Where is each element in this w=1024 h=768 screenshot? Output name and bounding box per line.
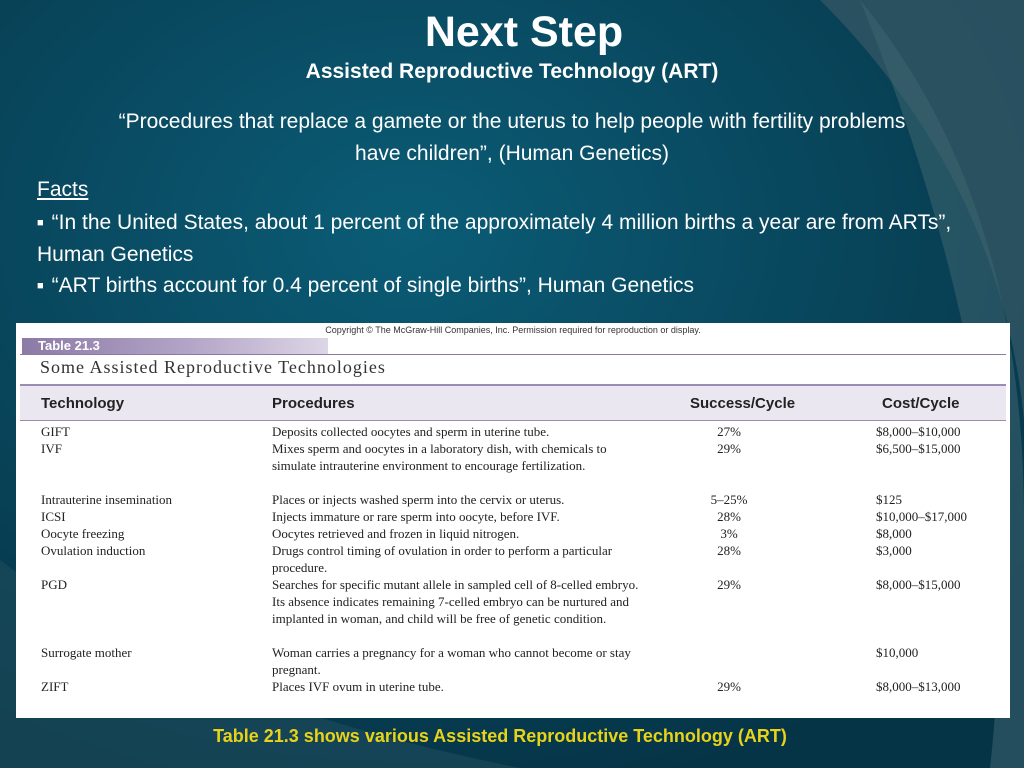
cost-cell: $8,000 [876,526,912,541]
table-row [16,423,1010,440]
procedure-cell: Drugs control timing of ovulation in order to perform a particular procedure. [272,543,613,575]
technology-cell: IVF [41,441,62,456]
cost-cell: $6,500–$15,000 [876,441,961,456]
header-technology: Technology [41,395,125,412]
procedure-cell: Mixes sperm and oocytes in a laboratory dish, with chemicals to simulate intrauterine environment to encourage fertilization. [272,441,607,473]
facts-heading: Facts [37,178,89,201]
technology-cell: Oocyte freezing [41,526,125,541]
technology-cell: PGD [41,577,68,592]
header-cost: Cost/Cycle [882,395,960,412]
success-cell: 5–25% [710,492,748,507]
technology-cell: Surrogate mother [41,645,132,660]
header-procedures: Procedures [272,395,355,412]
table-title: Some Assisted Reproductive Technologies [40,357,386,377]
procedure-cell: Places IVF ovum in uterine tube. [272,679,444,694]
square-bullet-icon: ■ [37,280,44,292]
cost-cell: $8,000–$10,000 [876,424,961,439]
technology-cell: ZIFT [41,679,69,694]
success-cell: 29% [717,577,741,592]
art-table-image [16,323,1010,718]
facts-list [37,207,987,302]
success-cell: 29% [717,441,741,456]
procedure-cell: Injects immature or rare sperm into oocyte, before IVF. [272,509,560,524]
cost-cell: $10,000 [876,645,919,660]
technology-cell: GIFT [41,424,70,439]
table-row [16,440,1010,491]
table-header [20,386,1006,420]
copyright-notice: Copyright © The McGraw-Hill Companies, Inc. Permission required for reproduction or display. [325,325,701,335]
cost-cell: $125 [876,492,902,507]
table-row [16,525,1010,542]
divider [20,420,1006,421]
cost-cell: $3,000 [876,543,912,558]
table-row [16,508,1010,525]
fact-item [37,270,987,302]
table-row [16,576,1010,644]
square-bullet-icon: ■ [37,217,44,229]
header-success: Success/Cycle [690,395,796,412]
technology-cell: Intrauterine insemination [41,492,173,507]
fact-text: “ART births account for 0.4 percent of single births”, Human Genetics [51,274,695,297]
technology-cell: Ovulation induction [41,543,146,558]
fact-item [37,207,987,270]
definition-quote: “Procedures that replace a gamete or the uterus to help people with fertility problems have children”, (Human Genetics) [118,110,906,165]
procedure-cell: Deposits collected oocytes and sperm in uterine tube. [272,424,550,439]
table-caption: Table 21.3 shows various Assisted Reproductive Technology (ART) [213,726,787,746]
table-row [16,678,1010,695]
cost-cell: $8,000–$13,000 [876,679,961,694]
success-cell: 28% [717,509,741,524]
procedure-cell: Places or injects washed sperm into the cervix or uterus. [272,492,565,507]
table-row [16,491,1010,508]
cost-cell: $8,000–$15,000 [876,577,961,592]
table-row [16,644,1010,678]
fact-text: “In the United States, about 1 percent of the approximately 4 million births a year are from ARTs”, Human Genetics [37,211,952,266]
cost-cell: $10,000–$17,000 [876,509,967,524]
procedure-cell: Searches for specific mutant allele in sampled cell of 8-celled embryo. Its absence indicates remaining 7-celled embryo can be nurtured and implanted in woman, and child will be free of genetic condition. [272,577,639,626]
success-cell: 27% [717,424,741,439]
divider [20,354,1006,355]
success-cell: 3% [720,526,738,541]
success-cell: 28% [717,543,741,558]
table-row [16,542,1010,576]
table-body [16,423,1010,695]
procedure-cell: Woman carries a pregnancy for a woman who cannot become or stay pregnant. [272,645,631,677]
slide-title: Next Step [424,8,624,56]
slide-subtitle: Assisted Reproductive Technology (ART) [305,60,719,83]
technology-cell: ICSI [41,509,66,524]
procedure-cell: Oocytes retrieved and frozen in liquid nitrogen. [272,526,520,541]
success-cell: 29% [717,679,741,694]
table-number-tag [22,338,328,354]
table-number: Table 21.3 [38,338,100,353]
